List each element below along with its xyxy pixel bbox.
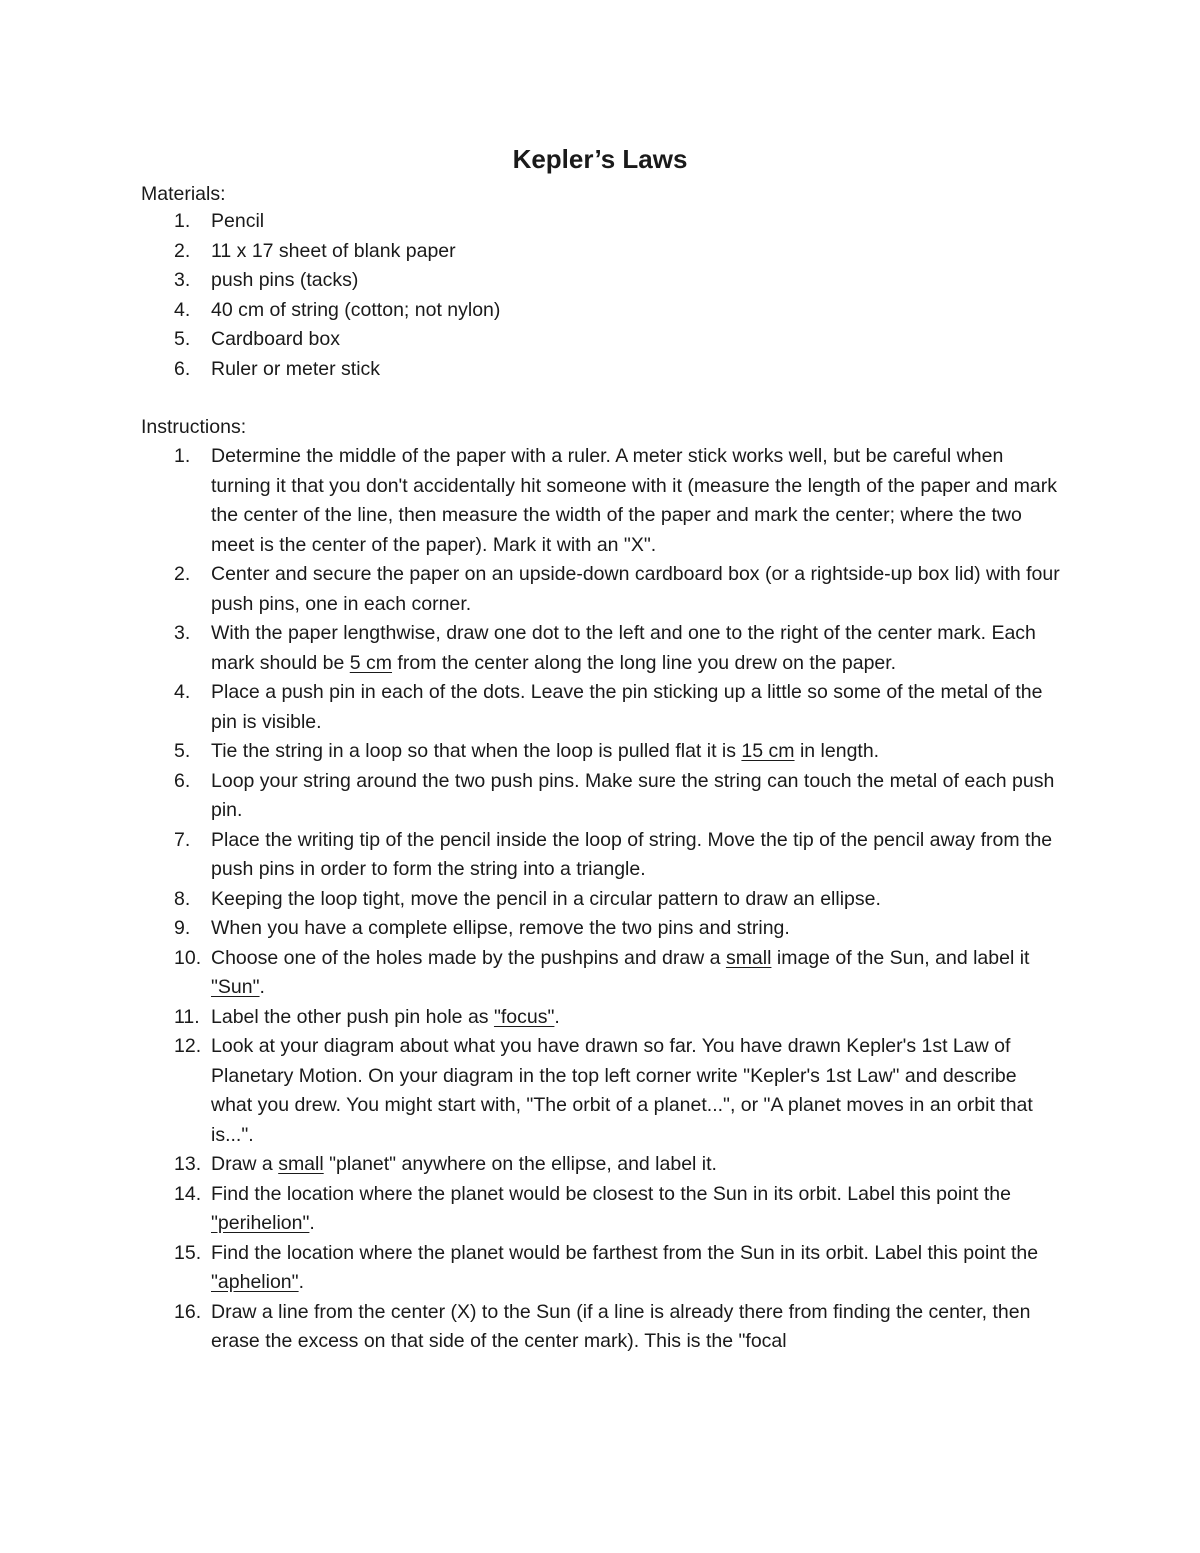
list-item-number: 2. — [174, 563, 191, 585]
materials-heading: Materials: — [141, 183, 226, 205]
list-item-text: Center and secure the paper on an upside-down cardboard box (or a rightside-up box lid) with four push pins, one in each corner. — [211, 563, 1060, 615]
materials-item — [0, 325, 1061, 355]
instruction-step — [0, 1003, 1061, 1033]
instructions-list — [0, 442, 1061, 1357]
instruction-step — [0, 619, 1061, 678]
text-segment: . — [309, 1212, 315, 1234]
list-item-number: 3. — [174, 269, 191, 291]
materials-list — [0, 207, 1061, 384]
text-segment: . — [259, 976, 265, 998]
list-item-text: push pins (tacks) — [211, 269, 359, 291]
text-segment: Find the location where the planet would be farthest from the Sun in its orbit. Label this point the — [211, 1241, 1039, 1264]
list-item-text: Pencil — [211, 210, 265, 232]
text-segment: Find the location where the planet would be closest to the Sun in its orbit. Label this point the — [211, 1182, 1011, 1205]
text-segment: image of the Sun, and label it — [771, 946, 1030, 969]
text-segment: Label the other push pin hole as — [211, 1005, 494, 1028]
instruction-step — [0, 1239, 1061, 1298]
page-title: Kepler’s Laws — [512, 144, 688, 174]
list-item-text: Cardboard box — [211, 328, 340, 350]
text-segment: . — [554, 1005, 560, 1028]
list-item-text: Ruler or meter stick — [211, 357, 381, 380]
list-item-text: Look at your diagram about what you have drawn so far. You have drawn Kepler's 1st Law of Planetary Motion. On your diagram in the top left corner write "Kepler's 1st Law" and describe what you drew. You might start with, "The orbit of a planet...", or "A planet moves in an orbit that is...". — [211, 1035, 1033, 1146]
list-item-text: Loop your string around the two push pins. Make sure the string can touch the metal of each push pin. — [211, 769, 1055, 821]
list-item-number: 4. — [174, 681, 191, 703]
list-item-number: 8. — [174, 887, 191, 910]
list-item-number: 12. — [174, 1035, 202, 1057]
instruction-step — [0, 560, 1061, 619]
list-item-text — [211, 740, 879, 762]
list-item-text: Place a push pin in each of the dots. Leave the pin sticking up a little so some of the metal of the pin is visible. — [211, 681, 1043, 733]
instruction-step — [0, 914, 1061, 944]
list-item-number: 2. — [174, 239, 191, 262]
underlined-text: 15 cm — [741, 740, 795, 762]
text-segment: in length. — [794, 740, 880, 762]
underlined-text: "aphelion" — [211, 1271, 299, 1293]
instruction-step — [0, 944, 1061, 1003]
instructions-heading: Instructions: — [141, 416, 247, 438]
list-item-text: Keeping the loop tight, move the pencil in a circular pattern to draw an ellipse. — [211, 887, 881, 910]
instruction-step — [0, 737, 1061, 767]
list-item-text — [211, 1153, 717, 1175]
instruction-step — [0, 1180, 1061, 1239]
instruction-step — [0, 885, 1061, 915]
list-item-number: 3. — [174, 622, 191, 644]
list-item-number: 10. — [174, 946, 202, 969]
instruction-step — [0, 1032, 1061, 1150]
instruction-step — [0, 767, 1061, 826]
list-item-number: 7. — [174, 828, 191, 851]
list-item-number: 16. — [174, 1300, 202, 1323]
text-segment: from the center along the long line you drew on the paper. — [392, 651, 897, 674]
list-item-number: 14. — [174, 1182, 202, 1205]
materials-item — [0, 266, 1061, 296]
list-item-text: 11 x 17 sheet of blank paper — [211, 239, 456, 262]
materials-item — [0, 296, 1061, 326]
text-segment: Tie the string in a loop so that when the loop is pulled flat it is — [211, 740, 742, 762]
materials-item — [0, 207, 1061, 237]
list-item-text — [211, 1006, 560, 1028]
list-item-number: 5. — [174, 740, 191, 762]
list-item-number: 13. — [174, 1153, 202, 1175]
list-item-number: 1. — [174, 210, 191, 232]
text-segment: With the paper lengthwise, draw one dot to the left and one to the right of the center mark. Each mark should be — [211, 622, 1036, 674]
list-item-text — [211, 947, 1029, 999]
underlined-text: 5 cm — [349, 651, 393, 674]
list-item-text: Place the writing tip of the pencil inside the loop of string. Move the tip of the pencil away from the push pins in order to form the string into a triangle. — [211, 828, 1053, 880]
materials-item — [0, 237, 1061, 267]
underlined-text: small — [278, 1153, 324, 1175]
list-item-number: 4. — [174, 298, 191, 321]
text-segment: . — [298, 1271, 305, 1293]
instruction-step — [0, 1150, 1061, 1180]
list-item-number: 5. — [174, 328, 191, 350]
instruction-step — [0, 442, 1061, 560]
materials-item — [0, 355, 1061, 385]
list-item-text: 40 cm of string (cotton; not nylon) — [211, 298, 501, 321]
underlined-text: "Sun" — [211, 976, 260, 998]
instruction-step — [0, 826, 1061, 885]
list-item-text: When you have a complete ellipse, remove the two pins and string. — [211, 917, 790, 939]
list-item-number: 15. — [174, 1241, 202, 1264]
underlined-text: "focus" — [493, 1005, 555, 1028]
list-item-number: 1. — [174, 445, 191, 467]
list-item-text — [211, 622, 1036, 674]
instruction-step — [0, 678, 1061, 737]
text-segment: Draw a — [211, 1153, 279, 1175]
text-segment: Choose one of the holes made by the pushpins and draw a — [211, 946, 726, 969]
list-item-text: Determine the middle of the paper with a ruler. A meter stick works well, but be careful when turning it that you don't accidentally hit someone with it (measure the length of the paper and mark the center of the line, then measure the width of the paper and mark the center; where the two meet is the center of the paper). Mark it with an "X". — [211, 445, 1057, 556]
instruction-step — [0, 1298, 1061, 1357]
list-item-text — [211, 1183, 1011, 1235]
underlined-text: "perihelion" — [211, 1212, 310, 1234]
list-item-number: 9. — [174, 917, 191, 939]
list-item-number: 6. — [174, 357, 191, 380]
list-item-text — [211, 1242, 1038, 1294]
list-item-number: 6. — [174, 769, 191, 792]
list-item-text: Draw a line from the center (X) to the Sun (if a line is already there from finding the center, then erase the excess on that side of the center mark). This is the "focal — [211, 1300, 1031, 1352]
underlined-text: small — [725, 946, 772, 969]
list-item-number: 11. — [174, 1005, 200, 1028]
text-segment: "planet" anywhere on the ellipse, and label it. — [323, 1153, 717, 1175]
